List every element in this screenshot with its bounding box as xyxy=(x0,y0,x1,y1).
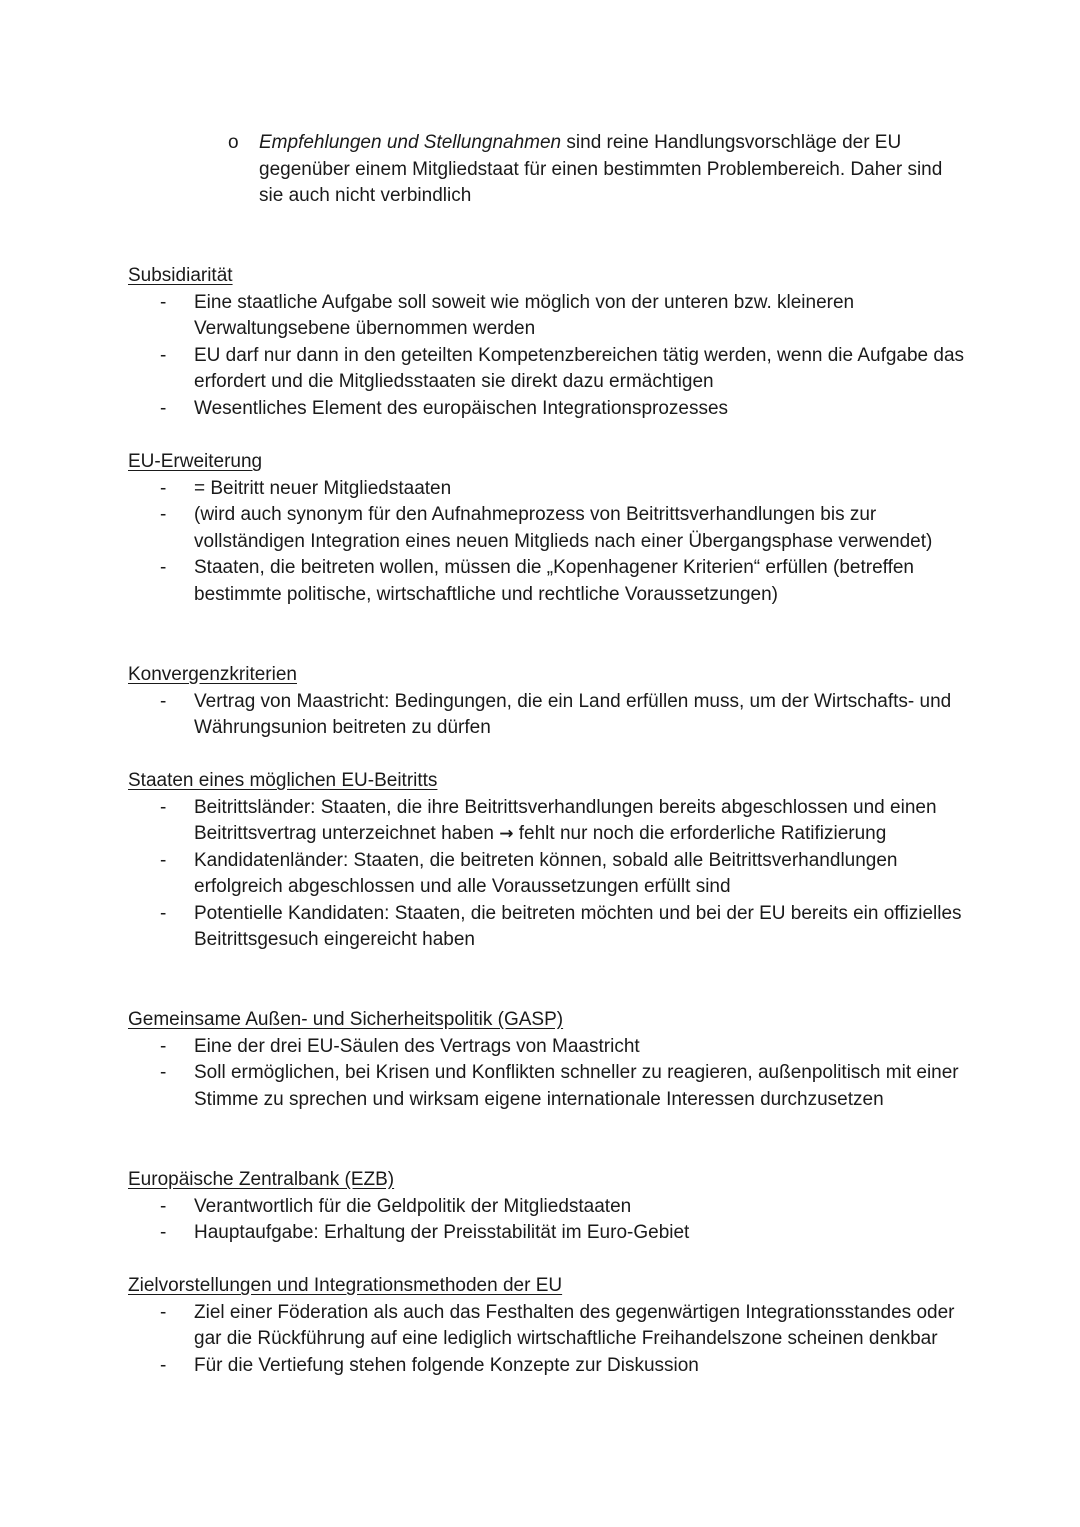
section-heading: Europäische Zentralbank (EZB) xyxy=(128,1169,395,1190)
dash-bullet: - xyxy=(160,1062,167,1083)
dash-bullet: - xyxy=(160,1354,167,1376)
list-item: - Beitrittsländer: Staaten, die ihre Beitrittsverhandlungen bereits abgeschlossen und einen Beitrittsvertrag unterzeichnet haben → fehlt nur noch die erforderliche Ratifizierung xyxy=(160,796,937,844)
dash-bullet: - xyxy=(160,1222,167,1243)
dash-bullet: - xyxy=(160,1195,167,1217)
list-item: - Hauptaufgabe: Erhaltung der Preisstabilität im Euro-Gebiet xyxy=(128,1220,978,1247)
dash-bullet: - xyxy=(160,344,167,366)
list-item: - Wesentliches Element des europäischen Integrationsprozesses xyxy=(128,396,978,423)
section-heading: Zielvorstellungen und Integrationsmethoden der EU xyxy=(128,1275,563,1296)
circle-bullet: o xyxy=(228,132,239,153)
list-item: - Für die Vertiefung stehen folgende Konzepte zur Diskussion xyxy=(128,1353,978,1380)
dash-bullet: - xyxy=(160,291,167,313)
list-item: - (wird auch synonym für den Aufnahmeprozess von Beitrittsverhandlungen bis zur vollständigen Integration eines neuen Mitglieds nach einer Übergangsphase verwendet) xyxy=(160,504,933,552)
section-heading: Gemeinsame Außen- und Sicherheitspolitik (GASP) xyxy=(128,1009,564,1030)
section-heading: Staaten eines möglichen EU-Beitritts xyxy=(128,770,438,791)
section-heading: Subsidiarität xyxy=(128,265,233,286)
dash-bullet: - xyxy=(160,796,167,818)
section-ezb xyxy=(128,1167,978,1247)
section-gasp xyxy=(128,1007,978,1113)
section-heading: Konvergenzkriterien xyxy=(128,664,297,685)
list-item: - Soll ermöglichen, bei Krisen und Konflikten schneller zu reagieren, außenpolitisch mit einer Stimme zu sprechen und wirksam eigene internationale Interessen durchzusetzen xyxy=(160,1062,959,1110)
section-subsidiaritaet xyxy=(128,263,978,422)
dash-bullet: - xyxy=(160,902,167,924)
list-item: - Ziel einer Föderation als auch das Festhalten des gegenwärtigen Integrationsstandes oder gar die Rückführung auf eine lediglich wirtschaftliche Freihandelszone scheinen denkbar xyxy=(160,1301,955,1349)
section-heading: EU-Erweiterung xyxy=(128,451,263,472)
dash-bullet: - xyxy=(160,397,167,419)
list-item: - Verantwortlich für die Geldpolitik der Mitgliedstaaten xyxy=(128,1194,978,1221)
list-item: - Potentielle Kandidaten: Staaten, die beitreten möchten und bei der EU bereits ein offizielles Beitrittsgesuch eingereicht haben xyxy=(160,902,962,950)
section-zielvorstellungen xyxy=(128,1273,978,1379)
list-item: - = Beitritt neuer Mitgliedstaaten xyxy=(128,476,978,503)
sub-list-item-text xyxy=(259,130,968,210)
dash-bullet: - xyxy=(160,1301,167,1323)
dash-bullet: - xyxy=(160,557,167,578)
list-item: - Eine staatliche Aufgabe soll soweit wie möglich von der unteren bzw. kleineren Verwaltungsebene übernommen werden xyxy=(160,291,855,339)
list-item: - Eine der drei EU-Säulen des Vertrags von Maastricht xyxy=(128,1034,978,1061)
emphasized-term: Empfehlungen und Stellungnahmen xyxy=(259,132,562,153)
list-item: - Vertrag von Maastricht: Bedingungen, die ein Land erfüllen muss, um der Wirtschafts- und Währungsunion beitreten zu dürfen xyxy=(160,690,952,738)
list-item: - Kandidatenländer: Staaten, die beitreten können, sobald alle Beitrittsverhandlungen erfolgreich abgeschlossen und alle Voraussetzungen erfüllt sind xyxy=(160,849,898,897)
dash-bullet: - xyxy=(160,849,167,871)
dash-bullet: - xyxy=(160,1035,167,1057)
dash-bullet: - xyxy=(160,690,167,712)
list-item: - EU darf nur dann in den geteilten Kompetenzbereichen tätig werden, wenn die Aufgabe das erfordert und die Mitgliedsstaaten sie direkt dazu ermächtigen xyxy=(160,344,965,392)
sub-list-item xyxy=(228,130,968,210)
dash-bullet: - xyxy=(160,477,167,499)
list-item: - Staaten, die beitreten wollen, müssen die „Kopenhagener Kriterien“ erfüllen (betreffen bestimmte politische, wirtschaftliche und rechtliche Voraussetzungen) xyxy=(160,557,914,605)
sub-list-item-rest: sind reine Handlungsvorschläge der EU gegenüber einem Mitgliedstaat für einen bestimmten Problembereich. Daher sind sie auch nicht verbindlich xyxy=(259,132,943,206)
dash-bullet: - xyxy=(160,504,167,525)
section-staaten-eu-beitritt xyxy=(128,768,978,954)
section-konvergenzkriterien xyxy=(128,662,978,742)
section-eu-erweiterung xyxy=(128,449,978,608)
arrow-right-icon: → xyxy=(499,824,514,844)
